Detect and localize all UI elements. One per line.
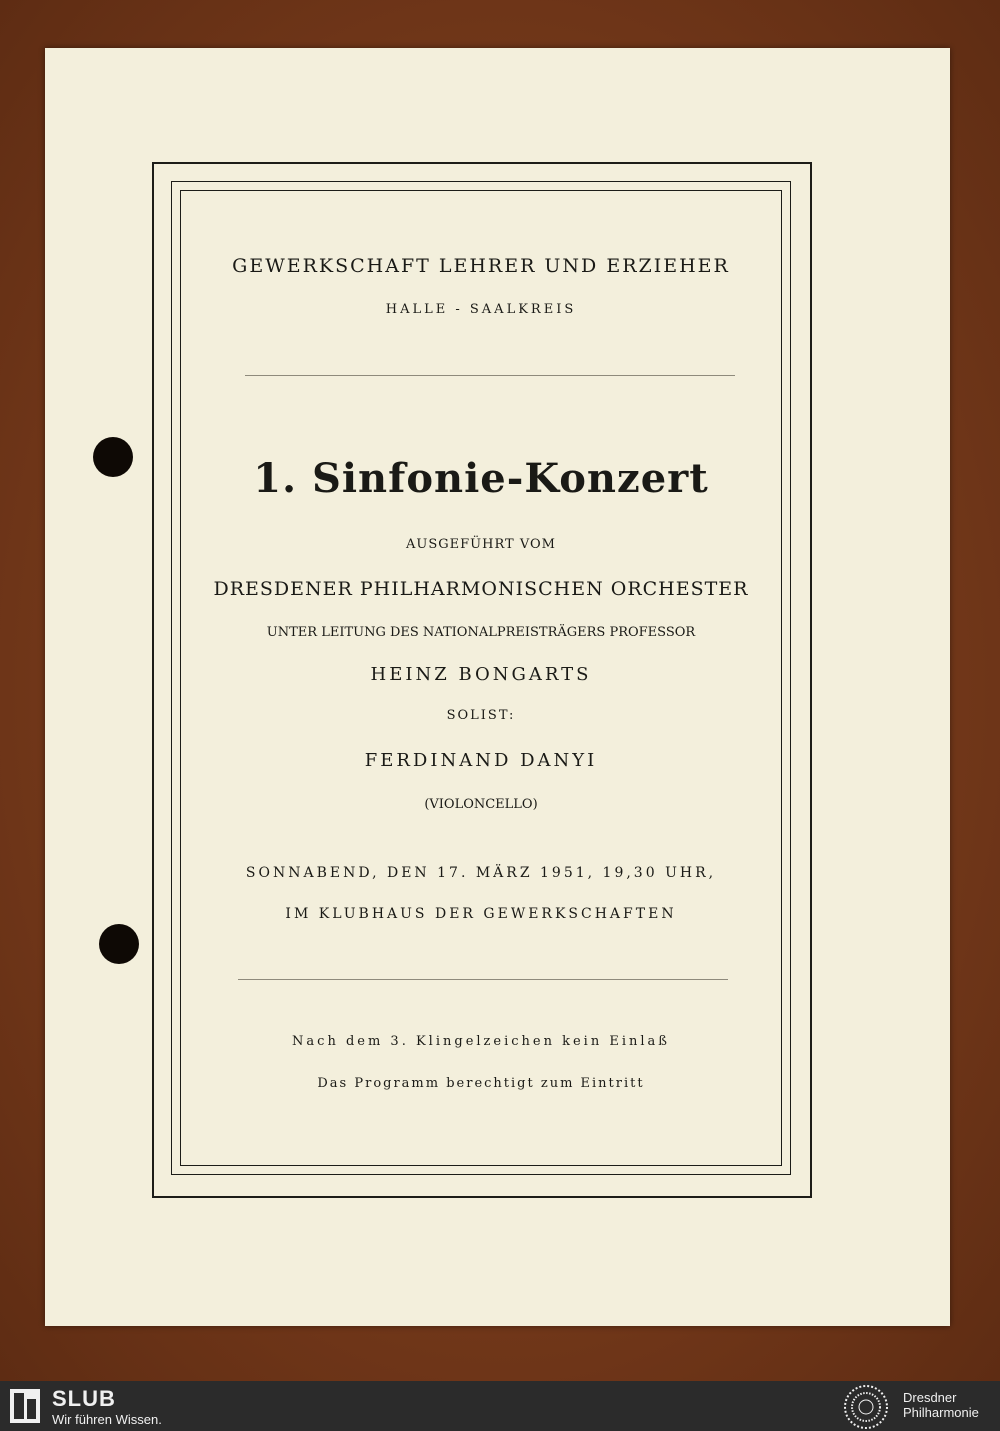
- ticket-note: Das Programm berechtigt zum Eintritt: [317, 1076, 645, 1091]
- leadership-line: UNTER LEITUNG DES NATIONALPREISTRÄGERS PROFESSOR: [266, 625, 696, 640]
- slub-tagline: Wir führen Wissen.: [52, 1412, 162, 1427]
- conductor-name: HEINZ BONGARTS: [370, 664, 592, 685]
- soloist-label: SOLIST:: [446, 708, 516, 723]
- philharmonie-logo-icon[interactable]: [843, 1384, 889, 1430]
- city-subheading: HALLE - SAALKREIS: [385, 302, 577, 317]
- soloist-name: FERDINAND DANYI: [364, 750, 598, 771]
- philharmonie-name-line2: Philharmonie: [903, 1405, 979, 1420]
- concert-title: 1. Sinfonie-Konzert: [253, 455, 709, 502]
- admission-note: Nach dem 3. Klingelzeichen kein Einlaß: [292, 1034, 670, 1049]
- concert-venue: IM KLUBHAUS DER GEWERKSCHAFTEN: [285, 906, 677, 922]
- viewer-footer: [0, 1381, 1000, 1431]
- organization-heading: GEWERKSCHAFT LEHRER UND ERZIEHER: [232, 255, 730, 277]
- punch-hole-bottom: [99, 924, 139, 964]
- punch-hole-top: [93, 437, 133, 477]
- philharmonie-name-line1: Dresdner: [903, 1390, 957, 1405]
- philharmonie-name[interactable]: [903, 1390, 979, 1420]
- divider-bottom: [238, 979, 728, 980]
- slub-logo-icon[interactable]: [10, 1389, 40, 1423]
- instrument-label: (VIOLONCELLO): [424, 797, 538, 812]
- slub-name[interactable]: SLUB: [52, 1386, 116, 1411]
- divider-top: [245, 375, 735, 376]
- orchestra-name: DRESDENER PHILHARMONISCHEN ORCHESTER: [213, 578, 749, 600]
- concert-date: SONNABEND, DEN 17. MÄRZ 1951, 19,30 UHR,: [245, 865, 717, 881]
- performed-by-label: AUSGEFÜHRT VOM: [406, 537, 556, 552]
